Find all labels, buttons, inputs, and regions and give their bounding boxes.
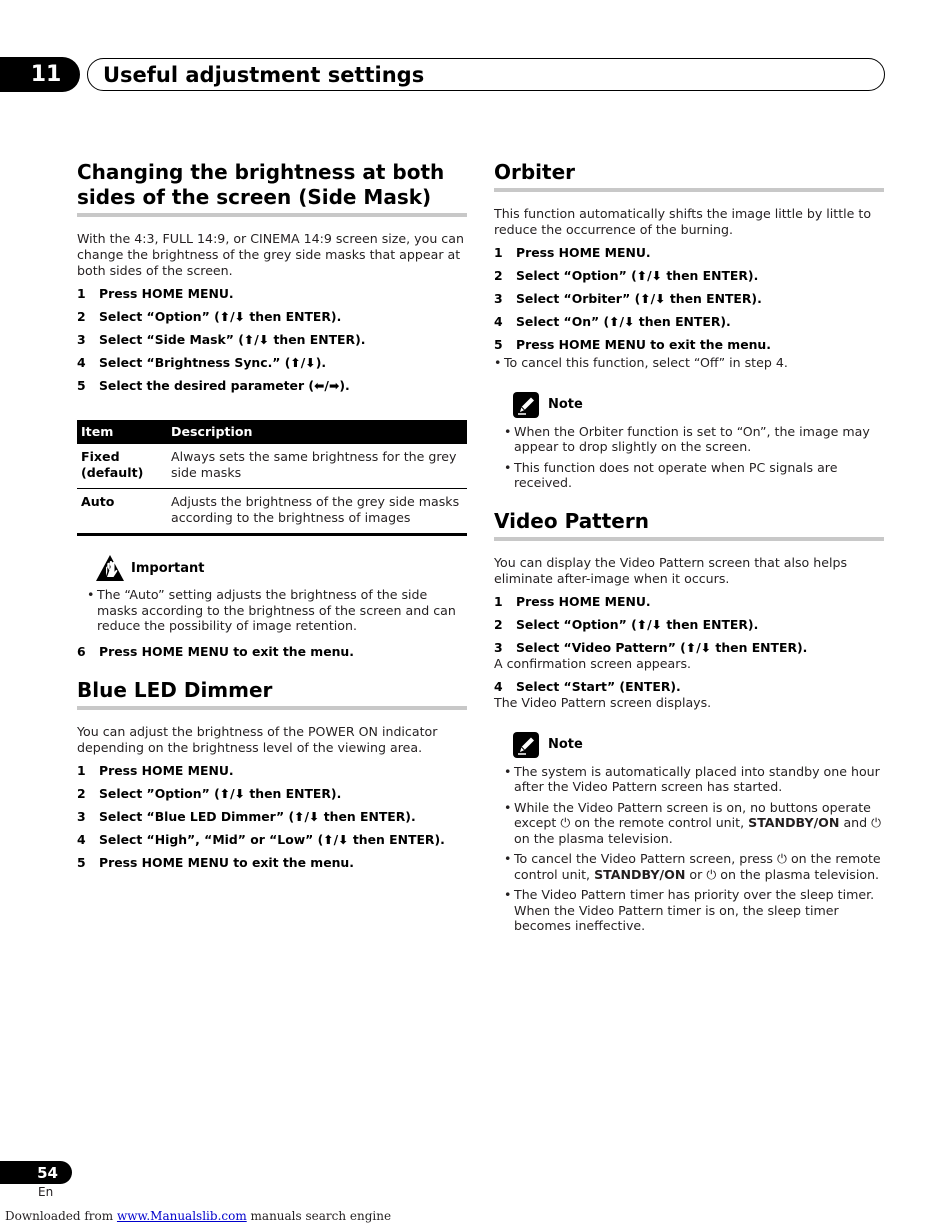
important-warning-icon (95, 554, 125, 582)
side-mask-heading: Changing the brightness at both sides of the screen (Side Mask) (77, 160, 467, 217)
table-header-description: Description (167, 420, 467, 444)
side-mask-step-6: 6 Press HOME MENU to exit the menu. (77, 643, 354, 659)
note-label: Note (548, 737, 583, 752)
power-icon: ⏻ (776, 851, 787, 866)
video-pattern-step-2: 2 Select “Option” (⬆/⬇ then ENTER). (494, 616, 759, 632)
side-mask-step-3: 3 Select “Side Mask” (⬆/⬇ then ENTER). (77, 332, 366, 347)
table-header-item: Item (77, 420, 167, 444)
side-mask-steps (77, 286, 467, 394)
table-cell-description: Always sets the same brightness for the grey side masks (167, 444, 467, 489)
power-icon: ⏻ (871, 815, 882, 830)
orbiter-note-bullet: • When the Orbiter function is set to “On”, the image may appear to drop slightly on the screen. (504, 423, 870, 454)
video-pattern-note-bullet: • The Video Pattern timer has priority over the sleep timer. When the Video Pattern timer is on, the sleep timer becomes ineffective. (504, 887, 875, 933)
orbiter-tip: • To cancel this function, select “Off” in step 4. (494, 355, 788, 370)
blue-led-step-4: 4 Select “High”, “Mid” or “Low” (⬆/⬇ then ENTER). (77, 831, 445, 847)
video-pattern-section (494, 509, 884, 934)
video-pattern-step-1: 1 Press HOME MENU. (494, 593, 651, 609)
chapter-title: Useful adjustment settings (87, 58, 885, 91)
table-cell-description: Adjusts the brightness of the grey side masks according to the brightness of images (167, 489, 467, 535)
important-label: Important (131, 560, 205, 576)
orbiter-section (494, 160, 884, 491)
orbiter-step-5: 5 Press HOME MENU to exit the menu. (494, 337, 771, 352)
orbiter-intro: This function automatically shifts the image little by little to reduce the occurrence of the burning. (494, 206, 872, 237)
video-pattern-steps (494, 594, 884, 656)
video-pattern-note-bullet: • While the Video Pattern screen is on, no buttons operate except ⏻ on the remote control unit, STANDBY/ON and ⏻ on the plasma television. (504, 799, 882, 846)
table-cell-item: Auto (77, 489, 167, 535)
blue-led-intro: You can adjust the brightness of the POWER ON indicator depending on the brightness level of the viewing area. (77, 723, 438, 755)
chapter-number: 11 (0, 57, 80, 92)
side-mask-step-1: 1 Press HOME MENU. (77, 286, 234, 301)
blue-led-step-2: 2 Select ”Option” (⬆/⬇ then ENTER). (77, 785, 342, 801)
important-bullet: • The “Auto” setting adjusts the brightness of the side masks according to the brightness of the screen and can reduce the possibility of image retention. (87, 587, 456, 633)
manualslib-link[interactable]: www.Manualslib.com (116, 1209, 247, 1223)
left-column (77, 160, 467, 871)
note-label: Note (548, 397, 583, 412)
power-icon: ⏻ (706, 866, 717, 882)
side-mask-intro: With the 4:3, FULL 14:9, or CINEMA 14:9 screen size, you can change the brightness of the grey side masks that appear at both sides of the screen. (77, 231, 464, 278)
orbiter-steps (494, 245, 884, 353)
note-pencil-icon (512, 731, 542, 759)
orbiter-step-1: 1 Press HOME MENU. (494, 245, 651, 260)
note-pencil-icon (512, 391, 542, 419)
orbiter-note-callout (512, 391, 884, 419)
orbiter-note-bullet: • This function does not operate when PC signals are received. (504, 459, 838, 490)
table-row (77, 444, 467, 489)
blue-led-step-5: 5 Press HOME MENU to exit the menu. (77, 854, 354, 870)
orbiter-step-3: 3 Select “Orbiter” (⬆/⬇ then ENTER). (494, 291, 762, 306)
language-code: En (38, 1185, 54, 1199)
video-pattern-heading: Video Pattern (494, 509, 884, 541)
orbiter-step-2: 2 Select “Option” (⬆/⬇ then ENTER). (494, 268, 759, 283)
power-icon: ⏻ (560, 815, 571, 830)
blue-led-step-1: 1 Press HOME MENU. (77, 762, 234, 778)
orbiter-step-4: 4 Select “On” (⬆/⬇ then ENTER). (494, 314, 731, 329)
table-row (77, 489, 467, 535)
footer-tagline: manuals search engine (250, 1209, 392, 1223)
blue-led-heading: Blue LED Dimmer (77, 678, 467, 710)
video-pattern-step-3-result: A confirmation screen appears. (494, 655, 692, 671)
side-mask-step-5: 5 Select the desired parameter (⬅/➡). (77, 378, 350, 393)
video-pattern-note-bullet: • To cancel the Video Pattern screen, press ⏻ on the remote control unit, STANDBY/ON or ⏻ on the plasma television. (504, 851, 881, 882)
right-column (494, 160, 884, 934)
blue-led-steps (77, 763, 467, 871)
orbiter-heading: Orbiter (494, 160, 884, 192)
blue-led-step-3: 3 Select “Blue LED Dimmer” (⬆/⬇ then ENTER). (77, 808, 416, 824)
video-pattern-note-bullet: • The system is automatically placed into standby one hour after the Video Pattern screen has started. (504, 763, 880, 794)
video-pattern-intro: You can display the Video Pattern screen that also helps eliminate after-image when it occurs. (494, 554, 848, 586)
video-pattern-note-callout (512, 731, 884, 759)
video-pattern-step-4: 4 Select “Start” (ENTER). (494, 678, 681, 694)
video-pattern-step-4-result: The Video Pattern screen displays. (494, 694, 712, 710)
table-cell-item: Fixed (default) (77, 444, 167, 489)
download-footer (5, 1209, 391, 1223)
blue-led-section (77, 678, 467, 871)
footer-downloaded-from: Downloaded from (5, 1209, 114, 1223)
side-mask-table (77, 420, 467, 536)
side-mask-step-2: 2 Select “Option” (⬆/⬇ then ENTER). (77, 309, 342, 324)
page-number: 54 (0, 1161, 72, 1184)
video-pattern-step-3: 3 Select “Video Pattern” (⬆/⬇ then ENTER). (494, 639, 808, 655)
side-mask-step-4: 4 Select “Brightness Sync.” (⬆/⬇). (77, 355, 327, 370)
important-callout (95, 554, 467, 582)
side-mask-section (77, 160, 467, 660)
table-header-row (77, 420, 467, 444)
